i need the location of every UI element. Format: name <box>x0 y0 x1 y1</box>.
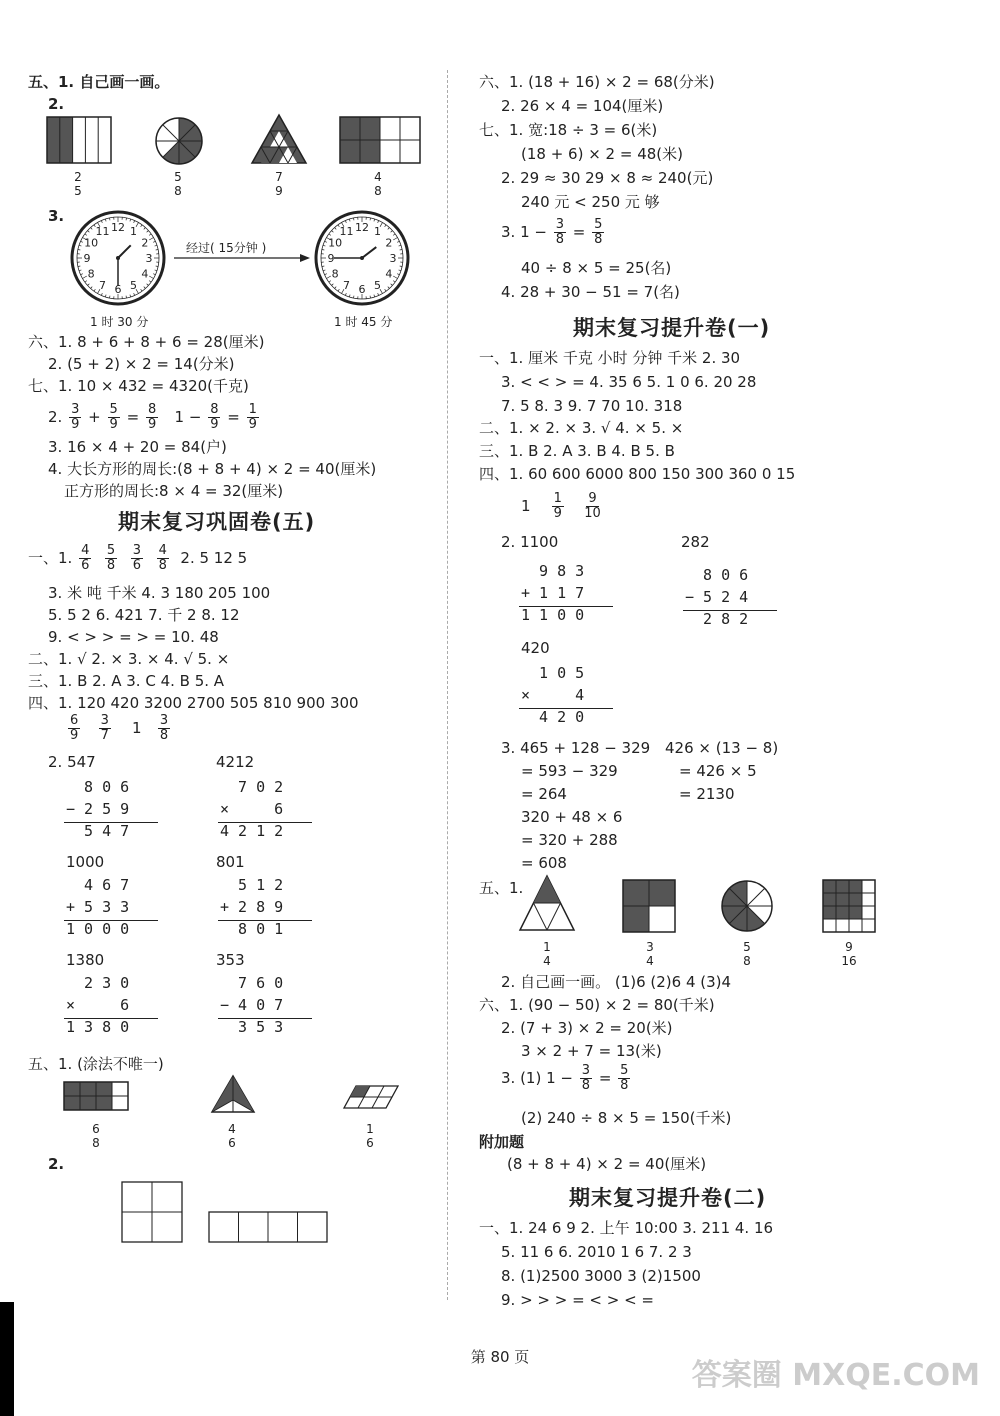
calc-806-259: 8 0 6 − 2 5 9 5 4 7 <box>66 778 130 840</box>
svg-text:12: 12 <box>111 221 125 234</box>
calc-230-6: 2 3 0 × 6 1 3 8 0 <box>66 974 130 1036</box>
r7-2b: 240 元 < 250 元 够 <box>521 193 660 211</box>
column-divider <box>447 70 448 1300</box>
calc-line <box>519 606 613 607</box>
svg-text:10: 10 <box>328 236 343 250</box>
q2: 二、1. √ 2. × 3. × 4. √ 5. × <box>28 650 230 668</box>
calc-line <box>64 920 158 921</box>
calc-line <box>519 708 613 709</box>
r801: 801 <box>216 853 245 871</box>
q4-fracs: $\frac{6}{9}$ $\frac{3}{7}$ 1 $\frac{3}{8}$ <box>70 713 169 743</box>
circle-5-8-figure <box>155 117 203 165</box>
t1-43g: 426 × (13 − 8) <box>665 739 779 757</box>
svg-text:1: 1 <box>130 225 137 239</box>
t1-6-1: 六、1. (90 − 50) × 2 = 80(千米) <box>479 996 715 1014</box>
calc-806-524: 8 0 6 − 5 2 4 2 8 2 <box>685 566 749 628</box>
calc-line <box>64 1018 158 1019</box>
calc-983-117: 9 8 3 + 1 1 7 1 1 0 0 <box>521 562 585 624</box>
square-3-4-figure <box>623 880 677 934</box>
t1-43f: = 608 <box>521 854 567 872</box>
calc-105-4: 1 0 5 × 4 4 2 0 <box>521 664 585 726</box>
t1-7: 7. 5 8. 3 9. 7 70 10. 318 <box>501 397 683 415</box>
square-grid-figure <box>122 1182 184 1244</box>
clock-1-30 <box>68 208 168 308</box>
r1380: 1380 <box>66 951 105 969</box>
svg-text:9: 9 <box>327 252 335 265</box>
clock-arrow-label: 经过( 15分钟 ) <box>186 241 267 255</box>
s7-4a: 4. 大长方形的周长:(8 + 8 + 4) × 2 = 40(厘米) <box>48 460 377 478</box>
calc-512-289: 5 1 2 + 2 8 9 8 0 1 <box>220 876 284 938</box>
svg-text:7: 7 <box>99 278 106 292</box>
s5-3: 3. <box>48 207 65 225</box>
t1-43c: = 264 <box>521 785 567 803</box>
t1-43i: = 2130 <box>679 785 735 803</box>
t1-282: 282 <box>681 533 710 551</box>
r7-3b: 40 ÷ 8 × 5 = 25(名) <box>521 259 672 277</box>
svg-text:7: 7 <box>343 278 350 292</box>
t1-3: 3. < < > = 4. 35 6 5. 1 0 6. 20 28 <box>501 373 757 391</box>
clock1-label: 1 时 30 分 <box>90 315 149 329</box>
calc-467-533: 4 6 7 + 5 3 3 1 0 0 0 <box>66 876 130 938</box>
svg-text:2: 2 <box>141 236 149 250</box>
s6-2: 2. (5 + 2) × 2 = 14(分米) <box>48 355 235 373</box>
calc-line <box>218 920 312 921</box>
q4-2: 2. 547 <box>48 753 96 771</box>
circle-5-8-figure-b <box>721 880 773 932</box>
heading-advance-1: 期末复习提升卷(一) <box>573 316 771 340</box>
t1-6-3b: (2) 240 ÷ 8 × 5 = 150(千米) <box>521 1109 732 1127</box>
heading-review-5: 期末复习巩固卷(五) <box>118 510 316 534</box>
svg-text:3: 3 <box>389 252 397 265</box>
svg-text:6: 6 <box>358 283 366 296</box>
t1-3s: 三、1. B 2. A 3. B 4. B 5. B <box>479 442 675 460</box>
frac-6-8: 6 8 <box>92 1122 100 1150</box>
calc-760-407: 7 6 0 − 4 0 7 3 5 3 <box>220 974 284 1036</box>
t1-4-2: 2. 1100 <box>501 533 559 551</box>
t1-6-3: 3. (1) 1 − $\frac{3}{8}$ = $\frac{5}{8}$ <box>501 1063 629 1093</box>
q1-1: 一、1. $\frac{4}{6}$ $\frac{5}{8}$ $\frac{3}{6}$ $\frac{4}{8}$ 2. 5 12 5 <box>28 543 248 573</box>
t2-9: 9. > > > = < > < = <box>501 1291 655 1309</box>
svg-text:4: 4 <box>141 267 149 281</box>
calc-line <box>683 610 777 611</box>
s7-3: 3. 16 × 4 + 20 = 84(户) <box>48 438 227 456</box>
r7-4: 4. 28 + 30 − 51 = 7(名) <box>501 283 680 301</box>
rect-4-8-figure <box>340 117 420 163</box>
q3: 三、1. B 2. A 3. C 4. B 5. A <box>28 672 225 690</box>
svg-text:8: 8 <box>331 267 339 281</box>
frac-4-8: 4 8 <box>374 170 382 198</box>
r7-3: 3. 1 − $\frac{3}{8}$ = $\frac{5}{8}$ <box>501 217 603 247</box>
t2-8: 8. (1)2500 3000 3 (2)1500 <box>501 1267 701 1285</box>
t1-5-2: 2. 自己画一画。 (1)6 (2)6 4 (3)4 <box>501 973 732 991</box>
svg-text:2: 2 <box>385 236 393 250</box>
svg-text:4: 4 <box>385 267 393 281</box>
r4212: 4212 <box>216 753 255 771</box>
t2-5: 5. 11 6 6. 2010 1 6 7. 2 3 <box>501 1243 692 1261</box>
t1-43e: = 320 + 288 <box>521 831 618 849</box>
calc-702-6: 7 0 2 × 6 4 2 1 2 <box>220 778 284 840</box>
q1-5: 5. 5 2 6. 421 7. 千 2 8. 12 <box>48 606 240 624</box>
frac-2-5: 2 5 <box>74 170 82 198</box>
t1-43a: 3. 465 + 128 − 329 <box>501 739 651 757</box>
q1-3: 3. 米 吨 千米 4. 3 180 205 100 <box>48 584 271 602</box>
t2-1: 一、1. 24 6 9 2. 上午 10:00 3. 211 4. 16 <box>479 1219 774 1237</box>
frac-1-6: 1 6 <box>366 1122 374 1150</box>
t1-4-fracs: 1 $\frac{1}{9}$ $\frac{9}{10}$ <box>521 491 601 521</box>
q4-1: 四、1. 120 420 3200 2700 505 810 900 300 <box>28 694 359 712</box>
frac-7-9: 7 9 <box>275 170 283 198</box>
rect-strip-figure <box>209 1212 329 1244</box>
q1-9: 9. < > > = > = 10. 48 <box>48 628 219 646</box>
t1-420: 420 <box>521 639 550 657</box>
s7-2: 2. $\frac{3}{9}$ + $\frac{5}{9}$ = $\frac{8}{9}$ 1 − $\frac{8}{9}$ = $\frac{1}{9}$ <box>48 402 257 432</box>
calc-line <box>218 1018 312 1019</box>
svg-text:11: 11 <box>339 225 354 239</box>
svg-text:9: 9 <box>83 252 91 265</box>
t1-43b: = 593 − 329 <box>521 762 618 780</box>
calc-line <box>64 822 158 823</box>
page-number: 第 80 页 <box>470 1348 530 1366</box>
t1-1: 一、1. 厘米 千克 小时 分钟 千米 2. 30 <box>479 349 741 367</box>
svg-text:3: 3 <box>145 252 153 265</box>
svg-text:5: 5 <box>130 278 137 292</box>
r7-1b: (18 + 6) × 2 = 48(米) <box>521 145 683 163</box>
rect-2-5-figure <box>47 117 111 163</box>
clock-1-45 <box>312 208 412 308</box>
triangle-7-9-figure <box>252 115 306 165</box>
s7-4b: 正方形的周长:8 × 4 = 32(厘米) <box>64 482 284 500</box>
t1-2: 二、1. × 2. × 3. √ 4. × 5. × <box>479 419 684 437</box>
s6-1: 六、1. 8 + 6 + 8 + 6 = 28(厘米) <box>28 333 265 351</box>
frac-5-8: 5 8 <box>174 170 182 198</box>
r1000: 1000 <box>66 853 105 871</box>
t1-6-2: 2. (7 + 3) × 2 = 20(米) <box>501 1019 673 1037</box>
r7-2: 2. 29 ≈ 30 29 × 8 ≈ 240(元) <box>501 169 714 187</box>
q5-1: 五、1. (涂法不唯一) <box>28 1055 164 1073</box>
calc-line <box>218 822 312 823</box>
t1-43h: = 426 × 5 <box>679 762 757 780</box>
watermark: 答案圈 MXQE.COM <box>691 1358 980 1393</box>
frac-1-4: 1 4 <box>543 940 551 968</box>
t1-43d: 320 + 48 × 6 <box>521 808 623 826</box>
grid-9-16-figure <box>823 880 875 932</box>
svg-text:1: 1 <box>374 225 381 239</box>
r6-2: 2. 26 × 4 = 104(厘米) <box>501 97 664 115</box>
t1-4: 四、1. 60 600 6000 800 150 300 360 0 15 <box>479 465 796 483</box>
frac-3-4: 3 4 <box>646 940 654 968</box>
frac-5-8-b: 5 8 <box>743 940 751 968</box>
frac-4-6: 4 6 <box>228 1122 236 1150</box>
r353: 353 <box>216 951 245 969</box>
svg-text:12: 12 <box>355 221 369 234</box>
r7-1: 七、1. 宽:18 ÷ 3 = 6(米) <box>479 121 658 139</box>
svg-text:5: 5 <box>374 278 381 292</box>
t1-5-1: 五、1. <box>479 879 524 897</box>
heading-advance-2: 期末复习提升卷(二) <box>569 1186 767 1210</box>
q5-2: 2. <box>48 1155 65 1173</box>
parallelogram-1-6-figure <box>344 1086 398 1110</box>
svg-text:10: 10 <box>84 236 99 250</box>
r6-1: 六、1. (18 + 16) × 2 = 68(分米) <box>479 73 715 91</box>
fujia: 附加题 <box>479 1133 525 1151</box>
triangle-4-6-figure <box>212 1076 254 1114</box>
s7-1: 七、1. 10 × 432 = 4320(千克) <box>28 377 249 395</box>
s5-2: 2. <box>48 95 65 113</box>
clock2-label: 1 时 45 分 <box>334 315 393 329</box>
triangle-1-4-figure <box>520 876 574 932</box>
t1-6-2b: 3 × 2 + 7 = 13(米) <box>521 1042 662 1060</box>
svg-text:8: 8 <box>87 267 95 281</box>
svg-text:6: 6 <box>114 283 122 296</box>
svg-text:11: 11 <box>95 225 110 239</box>
fujia-1: (8 + 8 + 4) × 2 = 40(厘米) <box>507 1155 707 1173</box>
frac-9-16: 9 16 <box>841 940 857 968</box>
s5-1: 五、1. 自己画一画。 <box>28 73 170 91</box>
rect-6-8-figure <box>64 1082 128 1110</box>
